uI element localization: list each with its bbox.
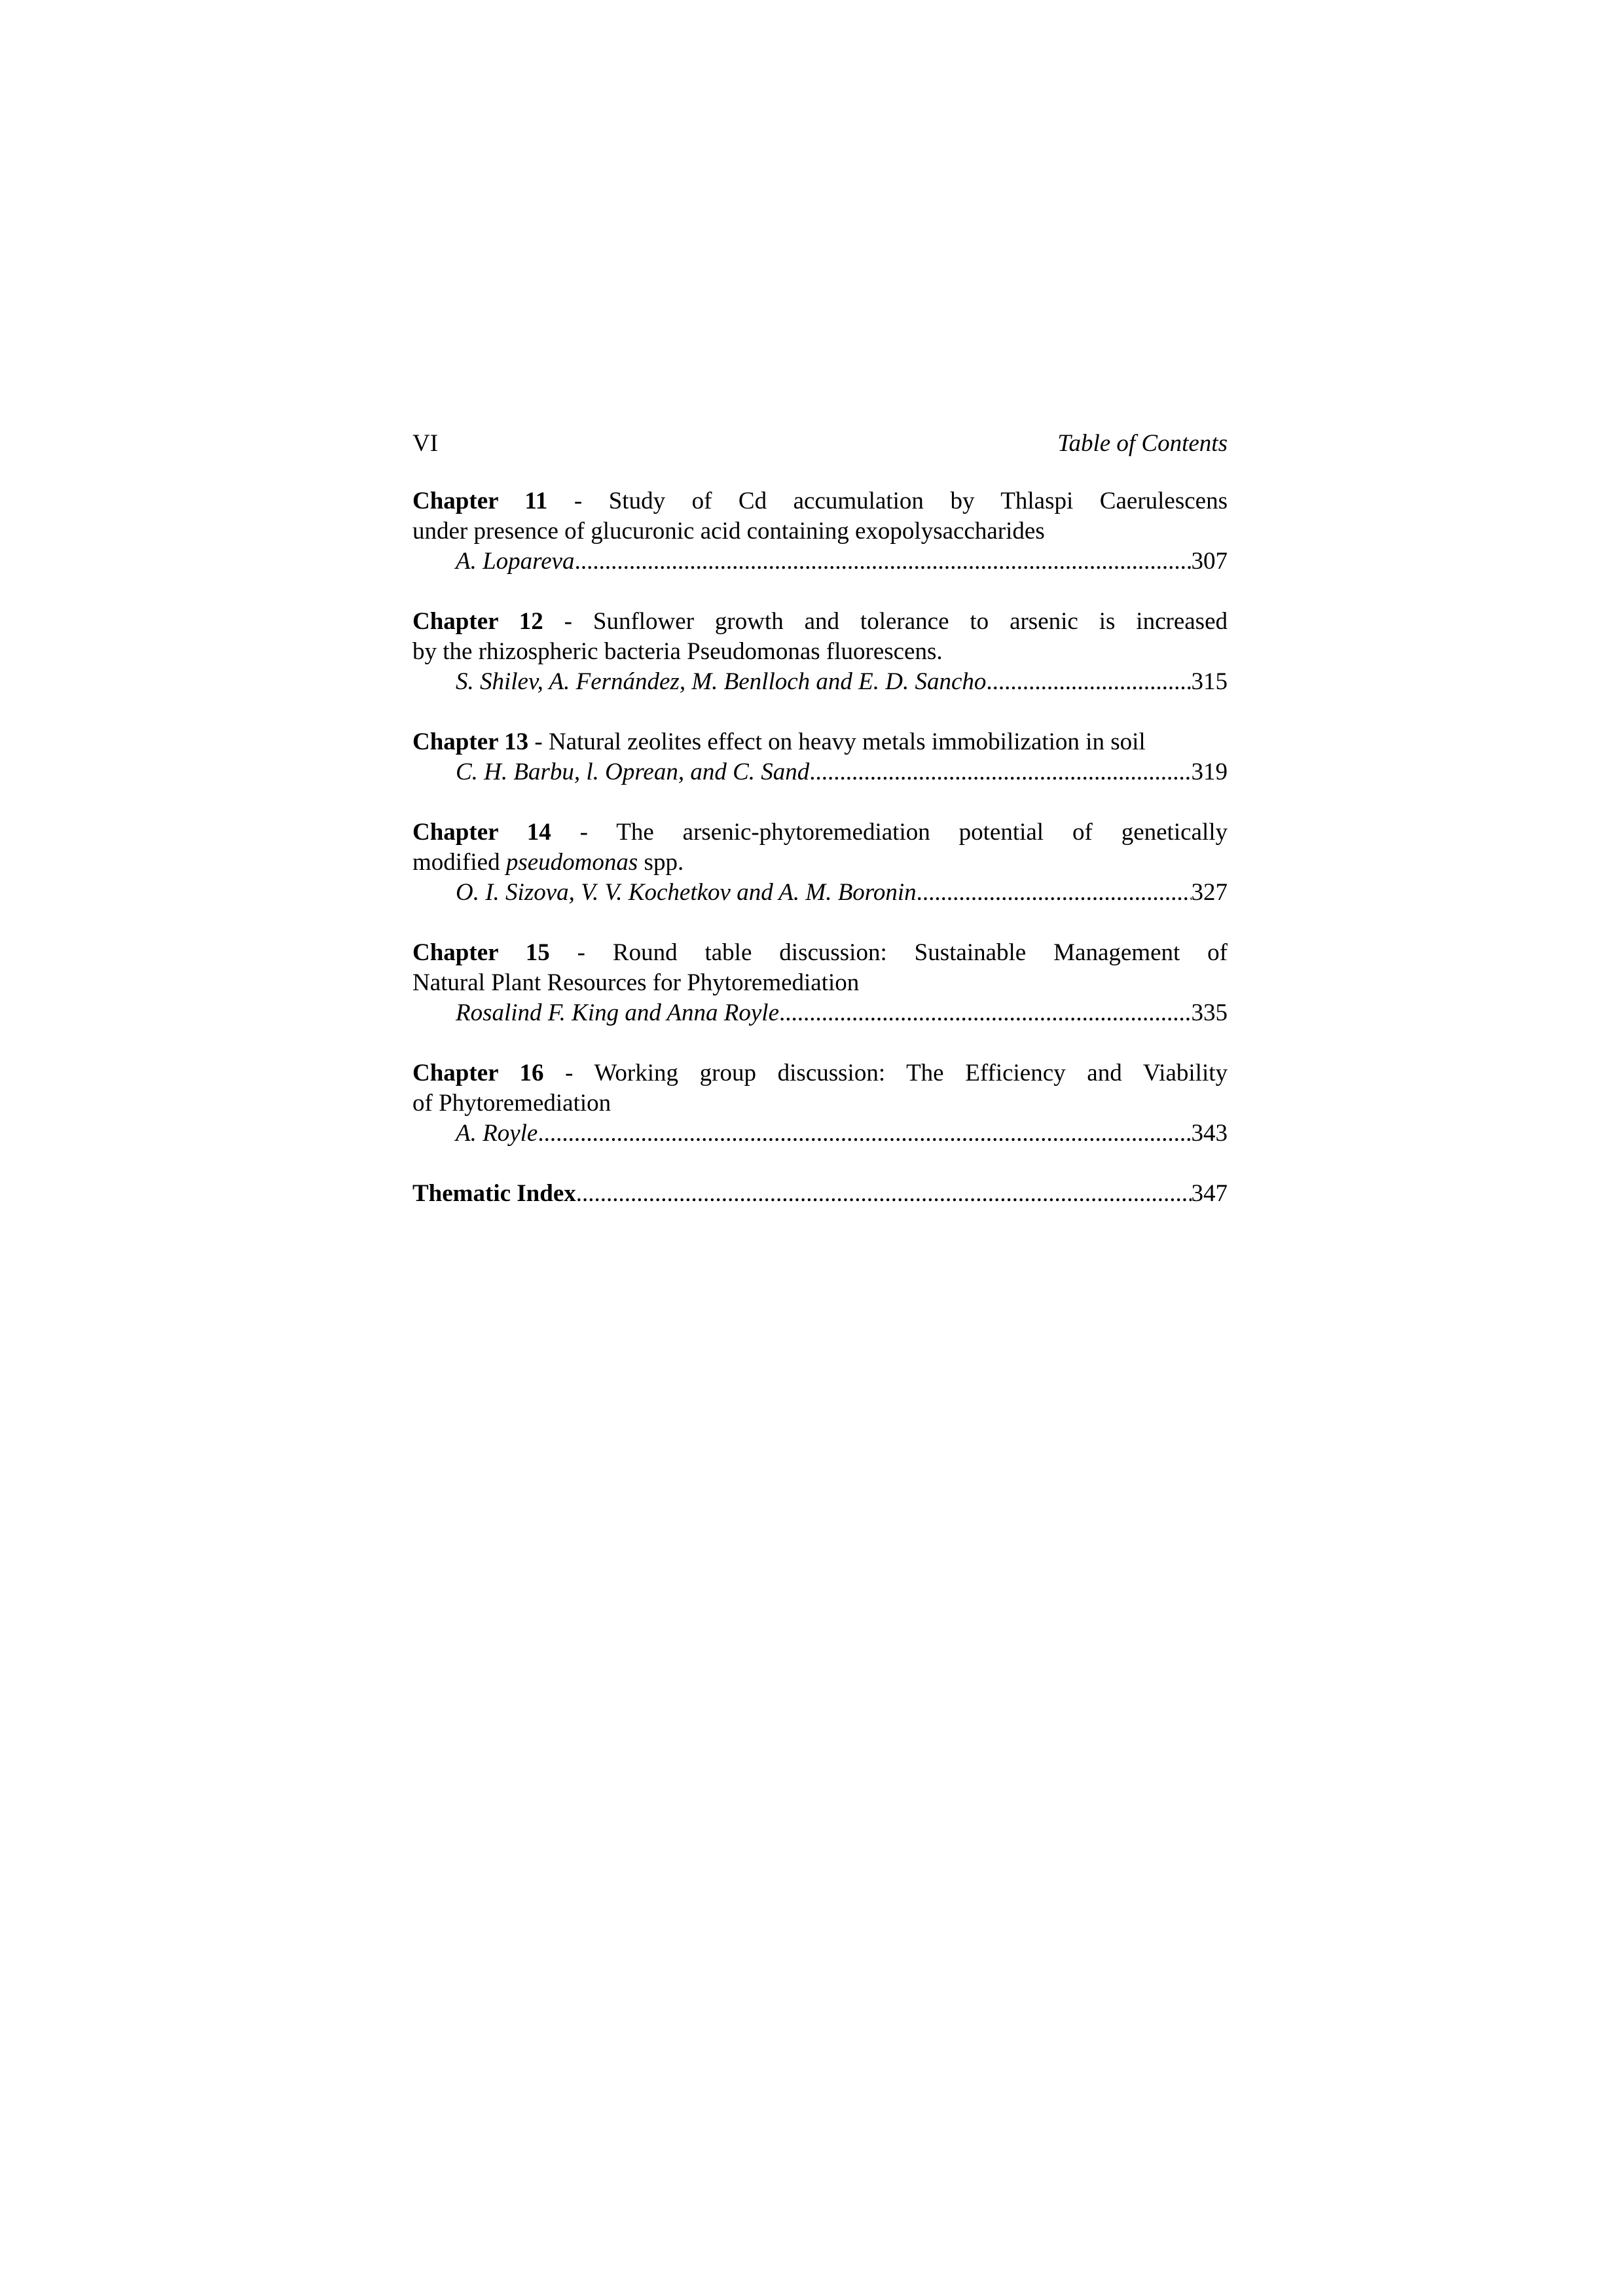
table-of-contents xyxy=(412,429,1228,1239)
chapter-authors: Rosalind F. King and Anna Royle xyxy=(456,999,780,1026)
toc-entry-chapter-11[interactable] xyxy=(412,486,1228,577)
chapter-title-line: Chapter 12 - Sunflower growth and tolerance to arsenic is increased xyxy=(412,608,1228,635)
chapter-page-number: 315 xyxy=(1191,668,1228,695)
chapter-page-number: 307 xyxy=(1191,548,1228,575)
dot-leader xyxy=(809,757,1191,787)
toc-entry-chapter-16[interactable] xyxy=(412,1058,1228,1149)
chapter-label: Chapter 13 xyxy=(412,728,529,755)
chapter-page-number: 319 xyxy=(1191,759,1228,785)
species-name: pseudomonas xyxy=(505,849,638,876)
dot-leader xyxy=(779,998,1191,1028)
chapter-authors: C. H. Barbu, l. Oprean, and C. Sand xyxy=(456,759,810,785)
running-title: Table of Contents xyxy=(1057,430,1228,457)
page-header xyxy=(412,429,1228,459)
chapter-page-number: 327 xyxy=(1191,879,1228,906)
chapter-title-line: modified pseudomonas spp. xyxy=(412,849,684,876)
chapter-label: Chapter 11 xyxy=(412,488,548,514)
author-line xyxy=(412,547,1228,577)
dot-leader xyxy=(986,667,1191,697)
author-line xyxy=(412,1119,1228,1149)
chapter-title-line: Chapter 15 - Round table discussion: Sustainable Management of xyxy=(412,939,1228,966)
chapter-title-line: of Phytoremediation xyxy=(412,1090,611,1117)
chapter-label: Chapter 12 xyxy=(412,608,543,635)
chapter-title-line: Chapter 14 - The arsenic-phytoremediation potential of genetically xyxy=(412,819,1228,846)
chapter-title-line: Natural Plant Resources for Phytoremediation xyxy=(412,969,860,996)
chapter-title-line: Chapter 16 - Working group discussion: The Efficiency and Viability xyxy=(412,1060,1228,1086)
toc-entry-thematic-index[interactable] xyxy=(412,1179,1228,1209)
chapter-page-number: 343 xyxy=(1191,1120,1228,1147)
chapter-authors: A. Royle xyxy=(456,1120,538,1147)
page-number: VI xyxy=(412,430,439,457)
author-line xyxy=(412,878,1228,908)
chapter-title-line: Chapter 13 - Natural zeolites effect on heavy metals immobilization in soil xyxy=(412,728,1146,755)
toc-entry-chapter-14[interactable] xyxy=(412,817,1228,908)
chapter-authors: O. I. Sizova, V. V. Kochetkov and A. M. Boronin xyxy=(456,879,917,906)
chapter-label: Chapter 15 xyxy=(412,939,550,966)
dot-leader xyxy=(575,547,1192,577)
chapter-authors: S. Shilev, A. Fernández, M. Benlloch and E. D. Sancho xyxy=(456,668,987,695)
dot-leader xyxy=(917,878,1192,908)
index-line xyxy=(412,1179,1228,1209)
chapter-title-line: by the rhizospheric bacteria Pseudomonas fluorescens. xyxy=(412,638,943,665)
author-line xyxy=(412,998,1228,1028)
toc-entry-chapter-15[interactable] xyxy=(412,938,1228,1028)
dot-leader xyxy=(538,1119,1191,1149)
chapter-authors: A. Lopareva xyxy=(456,548,575,575)
chapter-title-line: Chapter 11 - Study of Cd accumulation by Thlaspi Caerulescens xyxy=(412,488,1228,514)
chapter-page-number: 335 xyxy=(1191,999,1228,1026)
chapter-title-line: under presence of glucuronic acid containing exopolysaccharides xyxy=(412,518,1045,545)
dot-leader xyxy=(576,1179,1192,1209)
toc-entry-chapter-13[interactable] xyxy=(412,727,1228,787)
author-line xyxy=(412,757,1228,787)
index-page-number: 347 xyxy=(1191,1180,1228,1207)
index-label: Thematic Index xyxy=(412,1180,576,1207)
chapter-label: Chapter 16 xyxy=(412,1060,544,1086)
toc-entry-chapter-12[interactable] xyxy=(412,607,1228,697)
author-line xyxy=(412,667,1228,697)
chapter-label: Chapter 14 xyxy=(412,819,551,846)
